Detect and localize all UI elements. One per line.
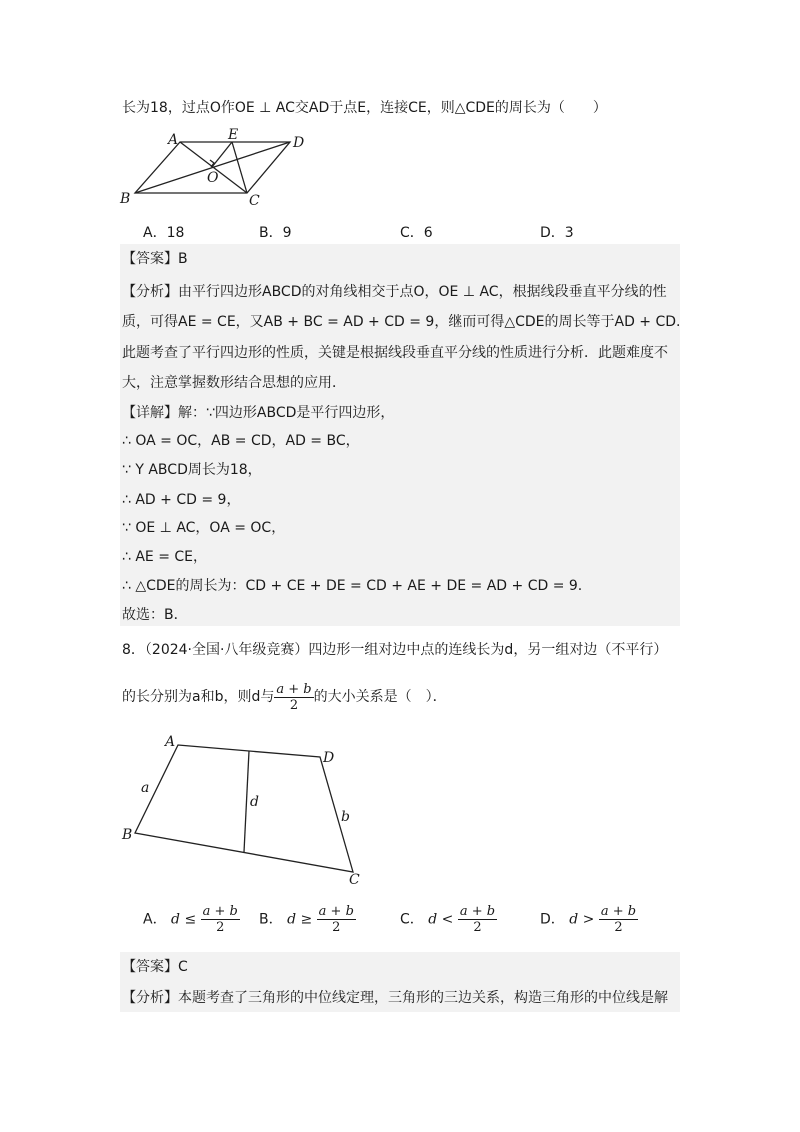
option-letter: B． — [259, 911, 283, 928]
fraction-numerator: a + b — [202, 904, 238, 919]
fig8-label-A: A — [165, 734, 176, 750]
q8-stem-line-2 — [122, 678, 447, 716]
option-letter: C． — [400, 911, 424, 928]
option-fraction — [599, 904, 638, 935]
fig8-label-B: B — [122, 827, 133, 843]
q8-stem-line-1: 8．（2024·全国·八年级竞赛）四边形一组对边中点的连线长为d，另一组对边（不平行） — [122, 642, 668, 658]
q8-stem-fraction — [274, 682, 313, 713]
fraction-denominator: 2 — [473, 920, 482, 935]
fig8-label-a: a — [141, 780, 150, 796]
fraction-numerator: a + b — [600, 904, 637, 919]
fig7-label-E: E — [228, 127, 239, 143]
q7-analysis-line-2: 质，可得AE = CE，又AB + BC = AD + CD = 9，继而可得△CDE的周长等于AD + CD. — [122, 314, 681, 330]
fraction-numerator: a + b — [459, 904, 496, 919]
q7-detail-line-7: ∴ △CDE的周长为：CD + CE + DE = CD + AE + DE = AD + CD = 9. — [122, 578, 583, 594]
q7-detail-line-3: ∵ Y ABCD周长为18， — [122, 462, 262, 478]
fig8-label-b: b — [341, 809, 350, 825]
fig7-label-B: B — [120, 191, 131, 207]
option-expr: d ≥ — [287, 911, 313, 928]
q7-detail-line-5: ∵ OE ⊥ AC，OA = OC， — [122, 520, 286, 536]
fig7-label-A: A — [168, 132, 179, 148]
fraction-denominator: 2 — [289, 697, 299, 713]
fraction-denominator: 2 — [614, 920, 623, 935]
q7-answer: 【答案】B — [122, 251, 188, 267]
q8-option-b[interactable] — [259, 904, 356, 935]
option-fraction — [317, 904, 356, 935]
q7-option-b[interactable]: B．9 — [259, 225, 292, 241]
option-fraction — [458, 904, 497, 935]
fig8-label-d: d — [250, 794, 259, 810]
fraction-denominator: 2 — [332, 920, 341, 935]
q7-conclusion: 故选：B． — [122, 607, 188, 623]
q7-analysis-line-4: 大，注意掌握数形结合思想的应用． — [122, 375, 346, 391]
option-expr: d ≤ — [171, 911, 197, 928]
fraction-numerator: a + b — [318, 904, 354, 919]
fraction-numerator: a + b — [276, 681, 312, 697]
q8-option-a[interactable] — [143, 904, 240, 935]
q7-stem: 长为18，过点O作OE ⊥ AC交AD于点E，连接CE，则△CDE的周长为（ ） — [122, 100, 607, 116]
fraction-denominator: 2 — [216, 920, 225, 935]
option-letter: D． — [540, 911, 565, 928]
q7-analysis-line-1: 【分析】由平行四边形ABCD的对角线相交于点O，OE ⊥ AC，根据线段垂直平分线的性 — [122, 284, 667, 300]
q7-option-d[interactable]: D．3 — [540, 225, 574, 241]
q8-stem-prefix: 的长分别为a和b，则d与 — [122, 689, 275, 705]
q7-detail-line-6: ∴ AE = CE， — [122, 549, 208, 565]
fig8-label-D: D — [323, 750, 335, 766]
q7-detail-line-2: ∴ OA = OC，AB = CD，AD = BC， — [122, 433, 360, 449]
fig7-label-D: D — [293, 135, 305, 151]
option-letter: A． — [143, 911, 167, 928]
q7-detail-line-1: 【详解】解：∵四边形ABCD是平行四边形， — [122, 405, 395, 421]
q7-option-a[interactable]: A．18 — [143, 225, 185, 241]
q8-answer: 【答案】C — [122, 959, 188, 975]
option-fraction — [201, 904, 240, 935]
q8-stem-suffix: 的大小关系是（ ）． — [313, 689, 447, 705]
q8-analysis-line-1: 【分析】本题考查了三角形的中位线定理，三角形的三边关系，构造三角形的中位线是解 — [122, 990, 668, 1006]
q7-option-c[interactable]: C．6 — [400, 225, 433, 241]
q8-option-d[interactable] — [540, 904, 638, 935]
option-expr: d > — [569, 911, 595, 928]
fig7-label-C: C — [249, 193, 260, 209]
q7-detail-line-4: ∴ AD + CD = 9， — [122, 492, 241, 508]
option-expr: d < — [428, 911, 454, 928]
q8-option-c[interactable] — [400, 904, 497, 935]
fig7-label-O: O — [207, 170, 219, 186]
q7-analysis-line-3: 此题考查了平行四边形的性质，关键是根据线段垂直平分线的性质进行分析．此题难度不 — [122, 345, 668, 361]
fig8-label-C: C — [349, 872, 360, 888]
